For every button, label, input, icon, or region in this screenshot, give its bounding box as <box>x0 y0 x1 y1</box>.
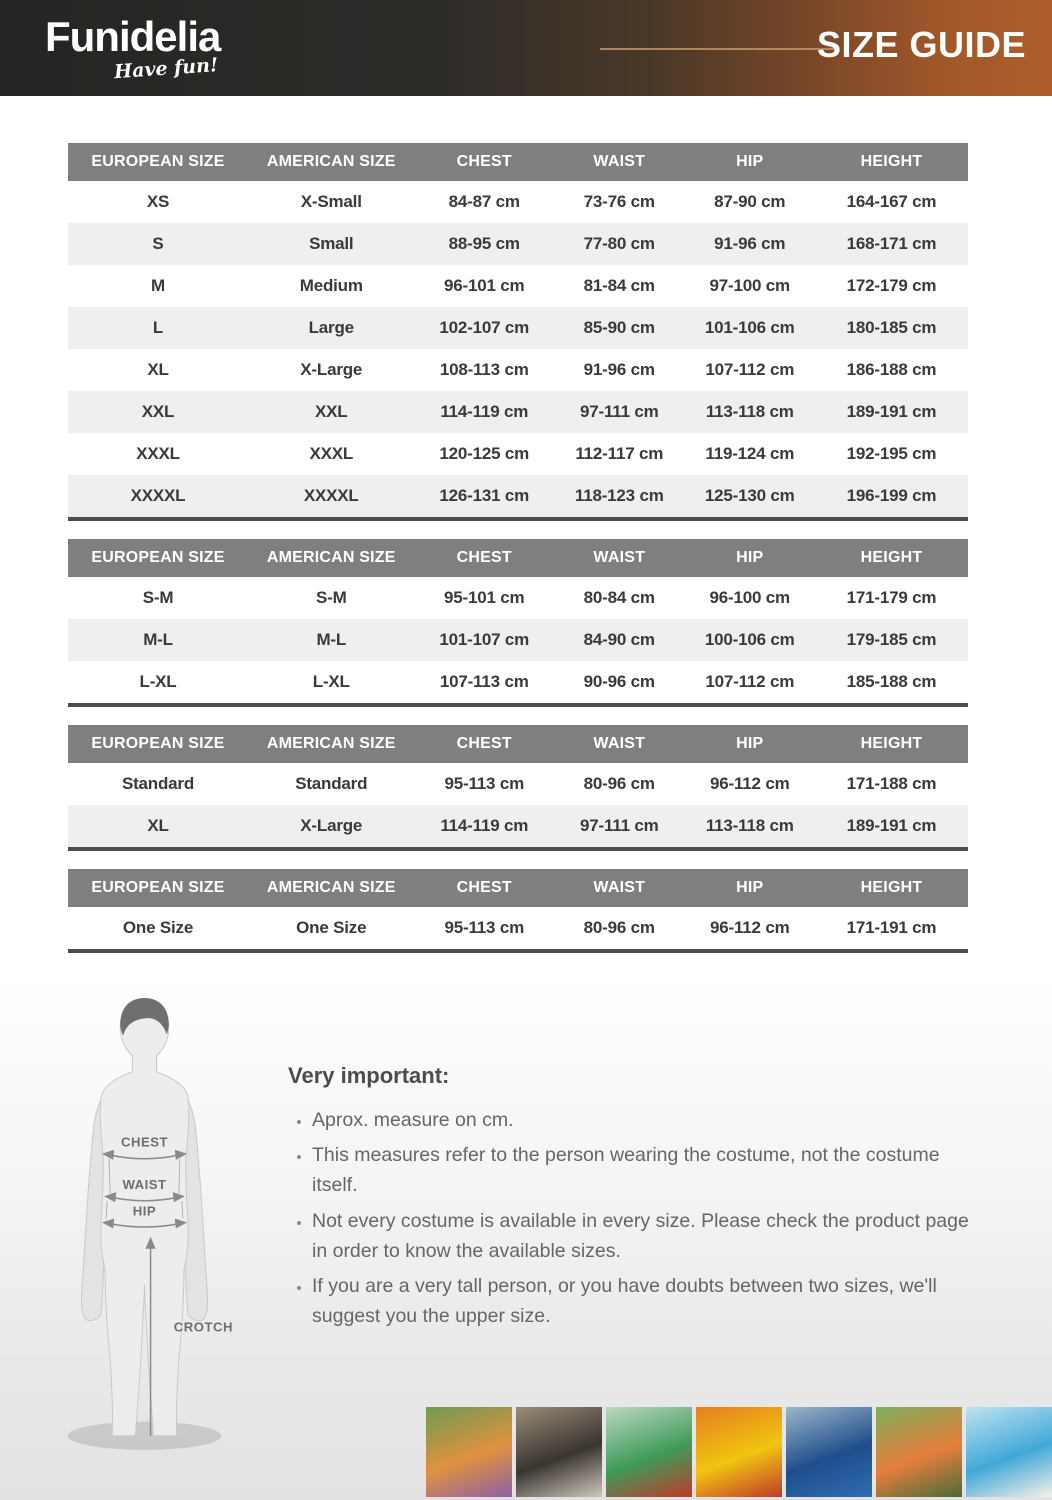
table-cell: X-Large <box>300 816 363 835</box>
strip-photo-power-rangers <box>606 1407 692 1497</box>
table-cell: 80-96 cm <box>583 918 655 937</box>
column-header-american-size: AMERICAN SIZE <box>266 549 396 566</box>
table-cell: 171-191 cm <box>846 918 937 937</box>
column-header-height: HEIGHT <box>860 153 923 170</box>
funidelia-logo <box>45 13 221 84</box>
table-cell: 102-107 cm <box>439 318 530 337</box>
table-cell: 101-106 cm <box>704 318 795 337</box>
table-row <box>68 805 968 847</box>
table-cell: 113-118 cm <box>705 816 794 835</box>
table-row <box>68 349 968 391</box>
header-divider-line <box>600 48 838 50</box>
column-header-hip: HIP <box>736 879 764 896</box>
page-title: SIZE GUIDE <box>816 24 1026 65</box>
hip-label: HIP <box>132 1203 157 1219</box>
table-cell: One Size <box>122 918 194 937</box>
measurement-info-section <box>0 975 1052 1500</box>
table-cell: 125-130 cm <box>704 486 795 505</box>
table-cell: 189-191 cm <box>846 816 937 835</box>
column-header-chest: CHEST <box>456 549 512 566</box>
column-header-european-size: EUROPEAN SIZE <box>91 879 225 896</box>
note-bullet: • If you are a very tall person, or you have doubts between two sizes, we'll suggest you the upper size. <box>312 1271 988 1331</box>
size-table-standard-sizes <box>68 143 968 521</box>
table-cell: 91-96 cm <box>583 360 655 379</box>
table-cell: 196-199 cm <box>846 486 937 505</box>
table-cell: 172-179 cm <box>846 276 937 295</box>
table-cell: 97-111 cm <box>579 402 659 421</box>
table-cell: 119-124 cm <box>705 444 795 463</box>
table-cell: L <box>152 318 164 337</box>
table-cell: 87-90 cm <box>714 192 786 211</box>
table-row <box>68 661 968 703</box>
table-cell: 112-117 cm <box>575 444 664 463</box>
size-table-combined-sizes <box>68 539 968 707</box>
table-cell: M-L <box>316 630 347 649</box>
table-cell: XXXXL <box>303 486 359 505</box>
table-cell: X-Large <box>300 360 363 379</box>
table-cell: 164-167 cm <box>846 192 937 211</box>
table-row <box>68 577 968 619</box>
table-cell: S-M <box>315 588 347 607</box>
column-header-european-size: EUROPEAN SIZE <box>91 735 225 752</box>
table-cell: XXXL <box>309 444 354 463</box>
column-header-hip: HIP <box>736 735 764 752</box>
strip-photo-star-wars <box>516 1407 602 1497</box>
note-bullet: • Aprox. measure on cm. <box>312 1105 988 1135</box>
figure-shadow <box>68 1422 222 1450</box>
brand-name: Funidelia <box>45 13 221 60</box>
waist-label: WAIST <box>122 1177 167 1193</box>
table-cell: M-L <box>143 630 173 649</box>
table-cell: S-M <box>142 588 174 607</box>
table-cell: 84-90 cm <box>583 630 655 649</box>
table-row <box>68 265 968 307</box>
table-cell: M <box>151 276 165 295</box>
strip-photo-dragon-ball <box>426 1407 512 1497</box>
table-cell: 101-107 cm <box>439 630 530 649</box>
strip-photo-street-fighter <box>876 1407 962 1497</box>
table-header-row <box>68 869 968 907</box>
table-cell: X-Small <box>300 192 362 211</box>
table-cell: 96-112 cm <box>710 918 790 937</box>
table-row <box>68 223 968 265</box>
note-bullet: • This measures refer to the person wearing the costume, not the costume itself. <box>312 1140 988 1200</box>
costume-photo-strip <box>426 1407 1052 1497</box>
table-cell: XXXL <box>136 444 180 463</box>
table-cell: 95-101 cm <box>444 588 525 607</box>
table-row <box>68 391 968 433</box>
body-measurement-figure <box>55 993 235 1453</box>
column-header-waist: WAIST <box>593 153 646 170</box>
table-cell: 95-113 cm <box>444 774 524 793</box>
table-cell: 113-118 cm <box>705 402 794 421</box>
column-header-chest: CHEST <box>456 153 512 170</box>
brand-tagline: Have fun! <box>113 54 219 84</box>
table-cell: L-XL <box>312 672 350 691</box>
table-cell: XXXXL <box>130 486 186 505</box>
size-table-standard-xl-sizes <box>68 725 968 851</box>
column-header-waist: WAIST <box>593 549 646 566</box>
table-cell: Standard <box>295 774 368 793</box>
table-cell: 100-106 cm <box>704 630 795 649</box>
table-cell: 118-123 cm <box>574 486 664 505</box>
column-header-height: HEIGHT <box>860 735 923 752</box>
table-row <box>68 619 968 661</box>
table-header-row <box>68 539 968 577</box>
table-cell: 114-119 cm <box>440 402 529 421</box>
column-header-american-size: AMERICAN SIZE <box>266 735 396 752</box>
table-cell: 189-191 cm <box>846 402 937 421</box>
table-cell: 77-80 cm <box>583 234 655 253</box>
column-header-waist: WAIST <box>593 735 646 752</box>
table-row <box>68 307 968 349</box>
table-cell: 126-131 cm <box>439 486 530 505</box>
table-row <box>68 475 968 517</box>
table-row <box>68 763 968 805</box>
table-cell: L-XL <box>139 672 177 691</box>
table-cell: 185-188 cm <box>846 672 937 691</box>
notes-list <box>288 1105 988 1332</box>
table-cell: 180-185 cm <box>846 318 937 337</box>
table-cell: 114-119 cm <box>440 816 529 835</box>
size-tables <box>68 143 968 971</box>
column-header-hip: HIP <box>736 549 764 566</box>
table-cell: Medium <box>299 276 363 295</box>
table-cell: 97-100 cm <box>709 276 790 295</box>
table-cell: XL <box>147 816 169 835</box>
table-row <box>68 181 968 223</box>
page-header <box>0 0 1052 96</box>
strip-photo-smurfs <box>966 1407 1052 1497</box>
chest-label: CHEST <box>120 1134 169 1150</box>
table-row <box>68 433 968 475</box>
column-header-height: HEIGHT <box>860 879 923 896</box>
table-cell: 108-113 cm <box>439 360 529 379</box>
table-header-row <box>68 725 968 763</box>
table-header-row <box>68 143 968 181</box>
strip-photo-pj-masks <box>786 1407 872 1497</box>
table-cell: 73-76 cm <box>583 192 655 211</box>
column-header-european-size: EUROPEAN SIZE <box>91 153 225 170</box>
table-cell: 171-188 cm <box>846 774 937 793</box>
table-cell: 179-185 cm <box>846 630 937 649</box>
table-cell: 107-112 cm <box>705 672 795 691</box>
table-cell: 107-112 cm <box>705 360 795 379</box>
table-cell: XXL <box>315 402 348 421</box>
important-notes <box>288 1063 988 1337</box>
table-cell: 91-96 cm <box>714 234 786 253</box>
table-cell: 107-113 cm <box>439 672 529 691</box>
table-cell: Large <box>308 318 354 337</box>
table-cell: 97-111 cm <box>579 816 659 835</box>
table-row <box>68 907 968 949</box>
column-header-american-size: AMERICAN SIZE <box>266 879 396 896</box>
table-cell: 96-112 cm <box>710 774 790 793</box>
table-cell: Standard <box>121 774 195 793</box>
table-cell: 120-125 cm <box>439 444 530 463</box>
table-cell: 171-179 cm <box>846 588 937 607</box>
column-header-hip: HIP <box>736 153 764 170</box>
table-cell: XS <box>146 192 170 211</box>
column-header-american-size: AMERICAN SIZE <box>266 153 396 170</box>
column-header-chest: CHEST <box>456 735 512 752</box>
table-cell: 192-195 cm <box>846 444 937 463</box>
table-cell: 88-95 cm <box>448 234 520 253</box>
table-cell: 186-188 cm <box>846 360 937 379</box>
column-header-chest: CHEST <box>456 879 512 896</box>
table-cell: 168-171 cm <box>846 234 937 253</box>
crotch-label: CROTCH <box>173 1319 234 1335</box>
size-table-one-size <box>68 869 968 953</box>
table-cell: XXL <box>141 402 175 421</box>
column-header-european-size: EUROPEAN SIZE <box>91 549 225 566</box>
note-bullet: • Not every costume is available in every size. Please check the product page in order to know the available sizes. <box>312 1206 988 1266</box>
table-cell: One Size <box>296 918 367 937</box>
table-cell: 96-100 cm <box>709 588 790 607</box>
strip-photo-pacman <box>696 1407 782 1497</box>
column-header-waist: WAIST <box>593 879 646 896</box>
table-cell: 81-84 cm <box>583 276 655 295</box>
table-cell: 80-84 cm <box>583 588 655 607</box>
table-cell: 84-87 cm <box>448 192 520 211</box>
column-header-height: HEIGHT <box>860 549 923 566</box>
table-cell: 85-90 cm <box>583 318 655 337</box>
table-cell: 95-113 cm <box>444 918 524 937</box>
table-cell: 96-101 cm <box>444 276 525 295</box>
table-cell: S <box>152 234 164 253</box>
notes-title: Very important: <box>288 1063 450 1088</box>
table-cell: Small <box>309 234 354 253</box>
table-cell: 90-96 cm <box>583 672 655 691</box>
table-cell: XL <box>147 360 169 379</box>
table-cell: 80-96 cm <box>583 774 655 793</box>
